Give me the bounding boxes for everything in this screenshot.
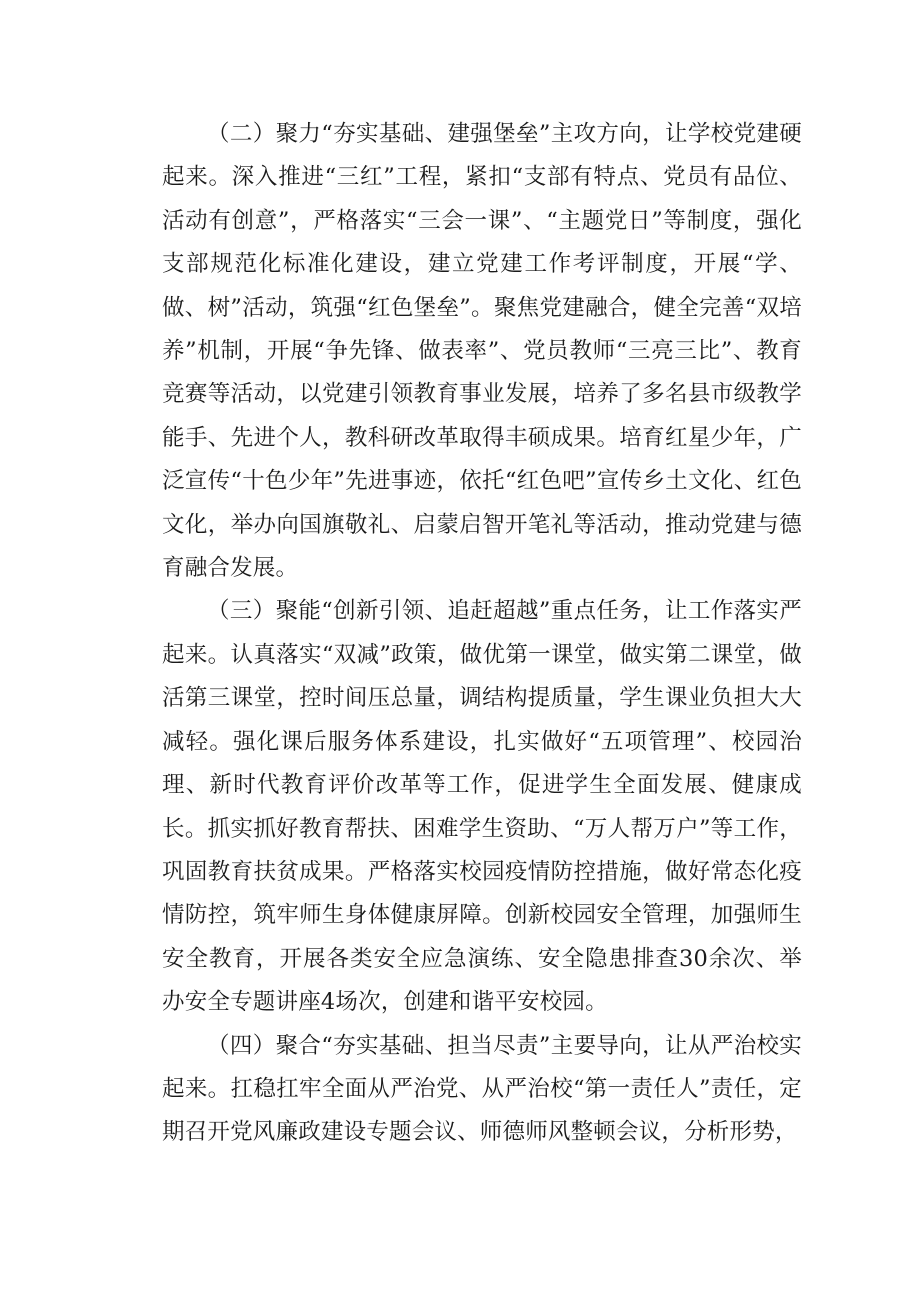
paragraph-4: （四）聚合“夯实基础、担当尽责”主要导向，让从严治校实起来。扛稳扛牢全面从严治党、从严治校“第一责任人”责任，定期召开党风廉政建设专题会议、师德师风整顿会议，分析形势， xyxy=(162,1032,802,1146)
document-body xyxy=(162,113,802,1155)
paragraph-3: （三）聚能“创新引领、追赶超越”重点任务，让工作落实严起来。认真落实“双减”政策，做优第一课堂，做实第二课堂，做活第三课堂，控时间压总量，调结构提质量，学生课业负担大大减轻。强化课后服务体系建设，扎实做好“五项管理”、校园治理、新时代教育评价改革等工作，促进学生全面发展、健康成长。抓实抓好教育帮扶、困难学生资助、“万人帮万户”等工作，巩固教育扶贫成果。严格落实校园疫情防控措施，做好常态化疫情防控，筑牢师生身体健康屏障。创新校园安全管理，加强师生安全教育，开展各类安全应急演练、安全隐患排查30余次、举办安全专题讲座4场次，创建和谐平安校园。 xyxy=(162,598,802,1016)
paragraph-2: （二）聚力“夯实基础、建强堡垒”主攻方向，让学校党建硬起来。深入推进“三红”工程，紧扣“支部有特点、党员有品位、活动有创意”，严格落实“三会一课”、“主题党日”等制度，强化支部规范化标准化建设，建立党建工作考评制度，开展“学、做、树”活动，筑强“红色堡垒”。聚焦党建融合，健全完善“双培养”机制，开展“争先锋、做表率”、党员教师“三亮三比”、教育竞赛等活动，以党建引领教育事业发展，培养了多名县市级教学能手、先进个人，教科研改革取得丰硕成果。培育红星少年，广泛宣传“十色少年”先进事迹，依托“红色吧”宣传乡土文化、红色文化，举办向国旗敬礼、启蒙启智开笔礼等活动，推动党建与德育融合发展。 xyxy=(162,121,802,582)
